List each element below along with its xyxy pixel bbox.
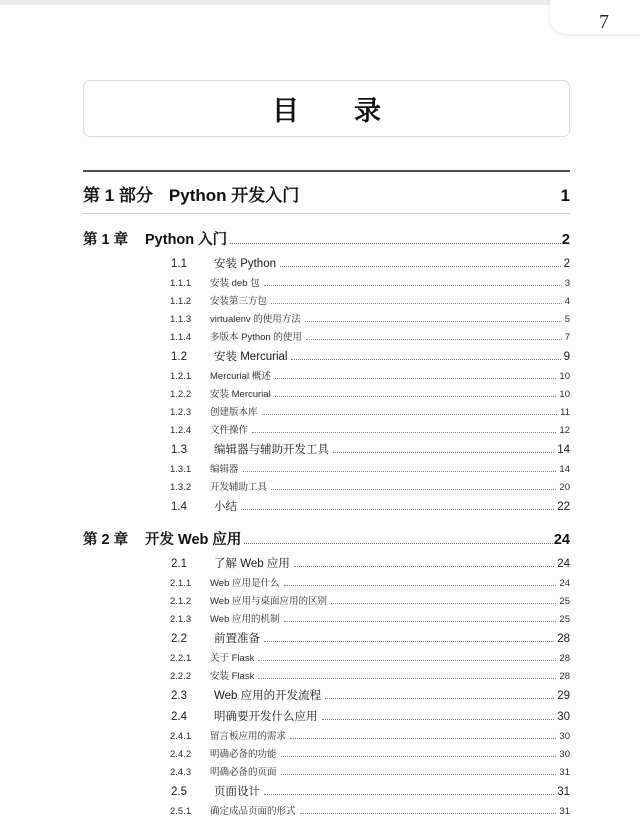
dot-leader: [331, 603, 556, 604]
dot-leader: [271, 489, 556, 490]
toc-entry-page: 28: [559, 653, 570, 664]
toc-subsection-row[interactable]: [83, 664, 570, 682]
toc-subsection-row[interactable]: [83, 289, 570, 307]
dot-leader: [264, 794, 554, 795]
toc-entry-page: 20: [559, 482, 570, 493]
dot-leader: [258, 660, 556, 661]
toc-entry-number: 1.1.4: [170, 332, 192, 343]
toc-entry-title: 安装 deb 包: [210, 278, 260, 289]
toc-entry-page: 28: [557, 633, 570, 645]
toc-entry-number: 1.1.3: [170, 314, 192, 325]
toc-list: [83, 170, 570, 817]
toc-entry-title: Python 开发入门: [168, 186, 300, 205]
toc-entry-page: 25: [559, 596, 570, 607]
toc-entry-title: 安装第三方包: [210, 296, 268, 307]
toc-entry-page: 30: [557, 711, 570, 723]
toc-subsection-row[interactable]: [83, 271, 570, 289]
toc-entry-title: Web 应用的开发流程: [214, 690, 322, 702]
toc-subsection-row[interactable]: [83, 760, 570, 778]
dot-leader: [333, 452, 554, 453]
dot-leader: [275, 378, 557, 379]
toc-entry-title: Python 入门: [145, 232, 228, 248]
toc-entry-title: Web 应用与桌面应用的区别: [210, 596, 328, 607]
toc-entry-title: 多版本 Python 的使用: [210, 332, 302, 343]
toc-entry-page: 5: [564, 314, 570, 325]
toc-entry-page: 9: [563, 351, 570, 363]
toc-entry-page: 24: [557, 558, 570, 570]
dot-leader: [305, 321, 562, 322]
toc-subsection-row[interactable]: [83, 589, 570, 607]
toc-entry-number: 2.4: [171, 711, 187, 723]
toc-entry-title: 明确要开发什么应用: [214, 711, 318, 723]
toc-entry-title: 前置准备: [214, 633, 260, 645]
dot-leader: [252, 432, 556, 433]
toc-entry-page: 25: [559, 614, 570, 625]
toc-entry-title: 确定成品页面的形式: [210, 806, 296, 817]
toc-entry-number: 1.3: [171, 444, 187, 456]
toc-entry-page: 24: [553, 532, 570, 548]
toc-section-row[interactable]: [83, 550, 570, 571]
toc-entry-page: 28: [559, 671, 570, 682]
dot-leader: [294, 566, 554, 567]
dot-leader: [244, 543, 552, 544]
toc-entry-title: 留言板应用的需求: [210, 731, 287, 742]
toc-subsection-row[interactable]: [83, 571, 570, 589]
toc-entry-number: 2.1: [171, 558, 187, 570]
toc-chapter-row[interactable]: [83, 514, 570, 550]
toc-entry-number: 2.4.1: [170, 731, 192, 742]
toc-subsection-row[interactable]: [83, 400, 570, 418]
toc-entry-number: 2.1.1: [170, 578, 192, 589]
toc-entry-number: 1.4: [171, 501, 187, 513]
toc-entry-number: 第 1 部分: [83, 186, 153, 205]
dot-leader: [291, 359, 560, 360]
toc-subsection-row[interactable]: [83, 646, 570, 664]
toc-entry-page: 30: [559, 731, 570, 742]
toc-entry-title: 开发辅助工具: [210, 482, 268, 493]
toc-subsection-row[interactable]: [83, 382, 570, 400]
dot-leader: [243, 471, 557, 472]
toc-entry-title: virtualenv 的使用方法: [210, 314, 301, 325]
toc-entry-page: 29: [557, 690, 570, 702]
dot-leader: [284, 621, 557, 622]
toc-entry-number: 2.2.1: [170, 653, 192, 664]
toc-entry-page: 7: [564, 332, 570, 343]
dot-leader: [290, 738, 556, 739]
toc-entry-number: 1.3.1: [170, 464, 192, 475]
toc-entry-page: 11: [560, 407, 570, 418]
toc-entry-title: 页面设计: [214, 786, 260, 798]
toc-entry-page: 12: [559, 425, 570, 436]
toc-chapter-row[interactable]: [83, 214, 570, 250]
toc-entry-title: 编辑器: [210, 464, 239, 475]
toc-entry-number: 1.1.1: [170, 278, 192, 289]
dot-leader: [300, 813, 557, 814]
toc-entry-number: 第 1 章: [83, 232, 129, 248]
toc-entry-title: 明确必备的页面: [210, 767, 277, 778]
dot-leader: [284, 585, 557, 586]
toc-section-row[interactable]: [83, 343, 570, 364]
toc-entry-title: 安装 Mercurial: [210, 389, 271, 400]
toc-entry-title: Mercurial 概述: [210, 371, 271, 382]
toc-entry-page: 14: [559, 464, 570, 475]
toc-entry-number: 1.2: [171, 351, 187, 363]
toc-entry-page: 10: [559, 371, 570, 382]
toc-entry-page: 31: [557, 786, 570, 798]
toc-entry-page: 24: [559, 578, 570, 589]
toc-entry-page: 3: [564, 278, 570, 289]
dot-leader: [325, 698, 554, 699]
toc-entry-title: 文件操作: [210, 425, 249, 436]
toc-entry-title: 安装 Mercurial: [214, 351, 288, 363]
page-number-value: 7: [599, 11, 609, 33]
toc-entry-number: 2.1.2: [170, 596, 192, 607]
toc-entry-number: 1.3.2: [170, 482, 192, 493]
toc-section-row[interactable]: [83, 250, 570, 271]
dot-leader: [258, 678, 556, 679]
top-background-strip: [0, 0, 640, 5]
toc-part-row[interactable]: [83, 170, 570, 214]
dot-leader: [281, 756, 557, 757]
toc-entry-number: 第 2 章: [83, 532, 129, 548]
toc-subsection-row[interactable]: [83, 325, 570, 343]
page-number-badge: [550, 0, 640, 34]
dot-leader: [280, 266, 561, 267]
toc-entry-number: 2.2: [171, 633, 187, 645]
toc-entry-title: 小结: [214, 501, 237, 513]
toc-entry-number: 2.5: [171, 786, 187, 798]
toc-subsection-row[interactable]: [83, 742, 570, 760]
toc-subsection-row[interactable]: [83, 457, 570, 475]
toc-subsection-row[interactable]: [83, 307, 570, 325]
toc-entry-page: 4: [564, 296, 570, 307]
toc-entry-number: 1.2.2: [170, 389, 192, 400]
dot-leader: [322, 719, 555, 720]
dot-leader: [264, 641, 554, 642]
toc-entry-title: 明确必备的功能: [210, 749, 277, 760]
toc-subsection-row[interactable]: [83, 724, 570, 742]
toc-entry-page: 22: [557, 501, 570, 513]
toc-entry-number: 1.1.2: [170, 296, 192, 307]
toc-subsection-row[interactable]: [83, 475, 570, 493]
toc-entry-page: 31: [559, 806, 570, 817]
toc-entry-number: 2.1.3: [170, 614, 192, 625]
toc-section-row[interactable]: [83, 778, 570, 799]
toc-subsection-row[interactable]: [83, 418, 570, 436]
toc-section-row[interactable]: [83, 493, 570, 514]
toc-entry-page: 30: [559, 749, 570, 760]
toc-entry-number: 1.2.4: [170, 425, 192, 436]
toc-entry-page: 1: [560, 186, 570, 205]
toc-entry-title: 安装 Flask: [210, 671, 255, 682]
toc-entry-page: 14: [557, 444, 570, 456]
toc-subsection-row[interactable]: [83, 364, 570, 382]
toc-entry-number: 2.4.3: [170, 767, 192, 778]
toc-entry-number: 2.4.2: [170, 749, 192, 760]
toc-entry-title: 编辑器与辅助开发工具: [214, 444, 329, 456]
toc-entry-number: 1.2.1: [170, 371, 192, 382]
toc-entry-number: 2.3: [171, 690, 187, 702]
toc-entry-title: 了解 Web 应用: [214, 558, 290, 570]
toc-title-box: [83, 80, 570, 137]
page-title: 目 录: [272, 96, 395, 126]
toc-entry-title: Web 应用是什么: [210, 578, 280, 589]
toc-entry-number: 1.1: [171, 258, 187, 270]
toc-entry-page: 10: [559, 389, 570, 400]
toc-entry-title: 创建版本库: [210, 407, 258, 418]
dot-leader: [281, 774, 557, 775]
toc-section-row[interactable]: [83, 682, 570, 703]
dot-leader: [230, 243, 561, 244]
toc-entry-page: 31: [559, 767, 570, 778]
toc-entry-number: 2.2.2: [170, 671, 192, 682]
dot-leader: [264, 285, 562, 286]
dot-leader: [241, 509, 554, 510]
dot-leader: [275, 396, 557, 397]
dot-leader: [262, 414, 558, 415]
toc-entry-number: 2.5.1: [170, 806, 192, 817]
toc-entry-title: 关于 Flask: [210, 653, 255, 664]
toc-section-row[interactable]: [83, 436, 570, 457]
toc-entry-title: 开发 Web 应用: [145, 532, 242, 548]
dot-leader: [306, 339, 562, 340]
toc-entry-number: 1.2.3: [170, 407, 192, 418]
toc-subsection-row[interactable]: [83, 799, 570, 817]
toc-section-row[interactable]: [83, 703, 570, 724]
toc-entry-title: 安装 Python: [214, 258, 276, 270]
toc-entry-page: 2: [561, 232, 570, 248]
toc-section-row[interactable]: [83, 625, 570, 646]
toc-entry-page: 2: [563, 258, 570, 270]
toc-entry-title: Web 应用的机制: [210, 614, 280, 625]
toc-subsection-row[interactable]: [83, 607, 570, 625]
dot-leader: [271, 303, 562, 304]
